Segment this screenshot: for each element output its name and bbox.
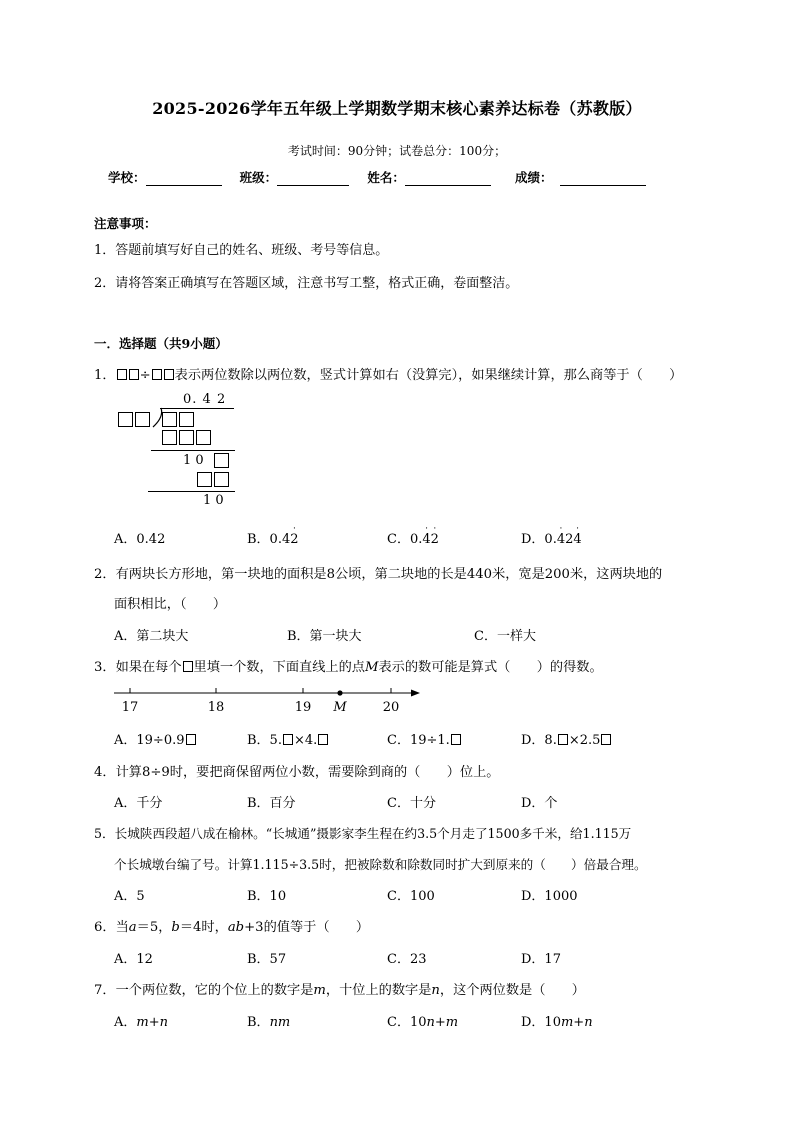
number-line <box>108 684 428 716</box>
blank-box <box>164 369 174 380</box>
q6-option-b[interactable]: B．57 <box>247 952 287 967</box>
section-heading: 一．选择题（共9小题） <box>94 336 228 351</box>
q6-option-c[interactable]: C．23 <box>387 952 427 967</box>
score-blank[interactable] <box>560 171 646 186</box>
name-label: 姓名： <box>367 170 405 185</box>
notes-heading: 注意事项： <box>94 216 157 231</box>
remainder-2: 1 0 <box>203 493 224 508</box>
question-4-text: 4．计算8÷9时，要把商保留两位小数，需要除到商的（ ）位上。 <box>94 765 500 780</box>
question-3-text: 3．如果在每个 里填一个数，下面直线上的点M表示的数可能是算式（ ）的得数。 <box>94 660 603 675</box>
q3-option-d[interactable]: D．8. ×2.5 <box>521 729 612 748</box>
q7-option-b[interactable]: B．nm <box>247 1015 291 1030</box>
blank-box <box>183 661 193 672</box>
divisor-boxes <box>117 412 151 428</box>
q2-option-b[interactable]: B．第一块大 <box>287 629 362 644</box>
question-1-stem: 表示两位数除以两位数，竖式计算如右（没算完），如果继续计算，那么商等于（ ） <box>174 368 683 383</box>
subtraction-line-2 <box>148 491 235 492</box>
info-row <box>108 168 646 186</box>
q5-option-c[interactable]: C．100 <box>387 889 435 904</box>
exam-title: 2025-2026学年五年级上学期数学期末核心素养达标卷（苏教版） <box>152 99 642 118</box>
notes-item-2: 2．请将答案正确填写在答题区域，注意书写工整，格式正确，卷面整洁。 <box>94 276 519 291</box>
notes-item-1: 1．答题前填写好自己的姓名、班级、考号等信息。 <box>94 243 389 258</box>
q5-option-b[interactable]: B．10 <box>247 889 287 904</box>
exam-subtitle: 考试时间：90分钟；试卷总分：100分； <box>287 144 507 158</box>
dividend-boxes <box>161 412 195 428</box>
product-boxes-1 <box>161 430 212 446</box>
tick-label: 17 <box>121 700 139 715</box>
blank-box <box>117 369 127 380</box>
q7-option-c[interactable]: C．10n+m <box>387 1015 459 1030</box>
subtraction-line-1 <box>151 450 235 451</box>
q5-option-d[interactable]: D．1000 <box>521 889 578 904</box>
tick-label: 20 <box>382 700 400 715</box>
q3-option-c[interactable]: C．19÷1. <box>387 729 462 748</box>
q1-option-b[interactable]: B．0.4 · 2 <box>247 524 299 547</box>
school-label: 学校： <box>108 170 146 185</box>
school-blank[interactable] <box>146 171 222 186</box>
blank-box <box>152 369 162 380</box>
question-5-line-2: 个长城墩台编了号。计算1.115÷3.5时，把被除数和除数同时扩大到原来的（ ）倍最合理。 <box>114 857 647 872</box>
score-label: 成绩： <box>514 170 553 185</box>
question-5-line-1: 5．长城陕西段超八成在榆林。“长城通”摄影家李生程在约3.5个月走了1500多千米，给1.115万 <box>94 826 632 841</box>
q3-option-a[interactable]: A．19÷0.9 <box>114 729 197 748</box>
remainder-box <box>213 453 230 469</box>
blank-box <box>129 369 139 380</box>
quotient: 0. 4 2 <box>183 392 227 407</box>
question-6-text: 6．当a＝5，b＝4时，ab+3的值等于（ ） <box>94 920 370 935</box>
class-blank[interactable] <box>277 171 349 186</box>
q5-option-a[interactable]: A．5 <box>114 889 145 904</box>
q4-option-b[interactable]: B．百分 <box>247 796 296 811</box>
q2-option-c[interactable]: C．一样大 <box>474 629 536 644</box>
product-boxes-2 <box>196 472 230 488</box>
q6-option-a[interactable]: A．12 <box>114 952 153 967</box>
q6-option-d[interactable]: D．17 <box>521 952 561 967</box>
question-7-text: 7．一个两位数，它的个位上的数字是m，十位上的数字是n，这个两位数是（ ） <box>94 983 585 998</box>
q2-option-a[interactable]: A．第二块大 <box>114 629 189 644</box>
tick-label: 19 <box>294 700 312 715</box>
q4-option-c[interactable]: C．十分 <box>387 796 436 811</box>
remainder-1: 1 0 <box>183 453 204 468</box>
division-bar <box>160 408 234 409</box>
q4-option-a[interactable]: A．千分 <box>114 796 163 811</box>
name-blank[interactable] <box>405 171 491 186</box>
q1-option-a[interactable]: A．0.42 <box>114 532 166 547</box>
q4-option-d[interactable]: D．个 <box>521 796 558 811</box>
q3-option-b[interactable]: B．5. ×4. <box>247 729 329 748</box>
class-label: 班级： <box>239 170 278 185</box>
q1-option-c[interactable]: C．0. · 4 · 2 <box>387 524 439 547</box>
tick-label: 18 <box>207 700 225 715</box>
q7-option-a[interactable]: A．m+n <box>114 1015 168 1030</box>
point-label: M <box>333 700 347 715</box>
q1-option-d[interactable]: D．0. · 42 · 4 <box>521 524 582 547</box>
question-2-line-1: 2．有两块长方形地，第一块地的面积是8公顷，第二块地的长是440米，宽是200米，这两块地的 <box>94 567 663 582</box>
question-1-number: 1． <box>94 368 116 383</box>
divide-sign: ÷ <box>139 368 151 383</box>
point-m <box>337 690 342 695</box>
question-1-text <box>94 364 682 383</box>
question-2-line-2: 面积相比，（ ） <box>114 597 227 612</box>
q7-option-d[interactable]: D．10m+n <box>521 1015 593 1030</box>
